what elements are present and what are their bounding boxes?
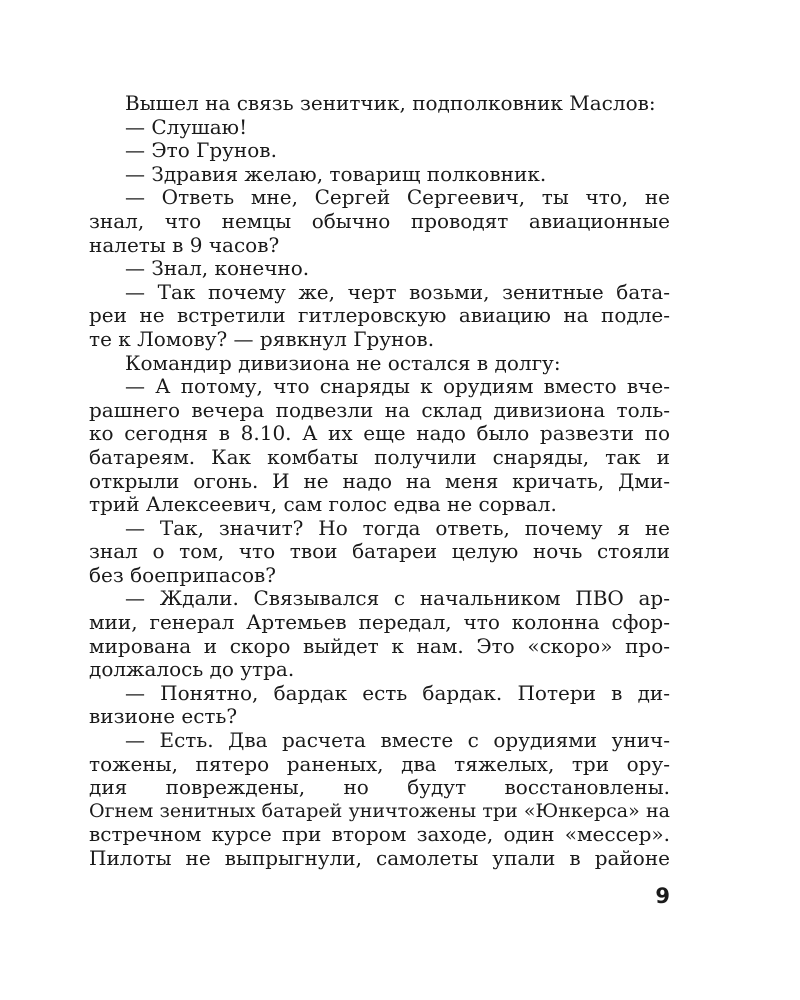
text-line: визионе есть? xyxy=(89,704,238,729)
text-line: — Знал, конечно. xyxy=(125,256,310,281)
text-line: реи не встретили гитлеровскую авиацию на подле- xyxy=(89,303,670,328)
text-line: тожены, пятеро раненых, два тяжелых, три ору- xyxy=(89,751,670,776)
text-line: рашнего вечера подвезли на склад дивизиона толь- xyxy=(89,397,670,422)
text-line: — Так почему же, черт возьми, зенитные бата- xyxy=(125,279,670,304)
text-line: мии, генерал Артемьев передал, что колонна сфор- xyxy=(89,610,670,635)
text-line: дия повреждены, но будут восстановлены. xyxy=(89,775,670,800)
text-line: — Понятно, бардак есть бардак. Потери в ди- xyxy=(125,680,670,705)
text-line: без боеприпасов? xyxy=(89,562,277,587)
text-line: мирована и скоро выйдет к нам. Это «скоро» про- xyxy=(89,633,670,658)
text-line: знал, что немцы обычно проводят авиационные xyxy=(89,208,670,233)
body-text xyxy=(89,92,670,871)
text-line: Пилоты не выпрыгнули, самолеты упали в районе xyxy=(89,846,670,870)
text-line: батареям. Как комбаты получили снаряды, так и xyxy=(89,444,670,469)
text-line: налеты в 9 часов? xyxy=(89,232,280,257)
text-line: ко сегодня в 8.10. А их еще надо было развезти по xyxy=(89,421,670,446)
text-line: Вышел на связь зенитчик, подполковник Маслов: xyxy=(125,91,656,115)
text-line: открыли огонь. И не надо на меня кричать, Дми- xyxy=(89,468,670,493)
text-line: — Здравия желаю, товарищ полковник. xyxy=(125,161,547,186)
text-line: — Ждали. Связывался с начальником ПВО ар- xyxy=(125,586,670,611)
text-line: — Есть. Два расчета вместе с орудиями унич- xyxy=(125,728,670,753)
text-line: трий Алексеевич, сам голос едва не сорвал. xyxy=(89,492,557,517)
page-number: 9 xyxy=(655,884,670,908)
text-line: Командир дивизиона не остался в долгу: xyxy=(125,350,561,375)
text-line: — Слушаю! xyxy=(125,114,248,139)
text-line: те к Ломову? — рявкнул Грунов. xyxy=(89,326,435,351)
text-line: знал о том, что твои батареи целую ночь стояли xyxy=(89,539,670,564)
text-line: — Ответь мне, Сергей Сергеевич, ты что, не xyxy=(125,185,670,210)
text-line: — А потому, что снаряды к орудиям вместо вче- xyxy=(125,374,670,399)
text-line: — Это Грунов. xyxy=(125,138,277,163)
text-line: встречном курсе при втором заходе, один «мессер». xyxy=(89,822,670,847)
text-line: Огнем зенитных батарей уничтожены три «Юнкерса» на xyxy=(89,799,670,822)
text-line: — Так, значит? Но тогда ответь, почему я не xyxy=(125,515,670,540)
text-line: должалось до утра. xyxy=(89,657,295,682)
